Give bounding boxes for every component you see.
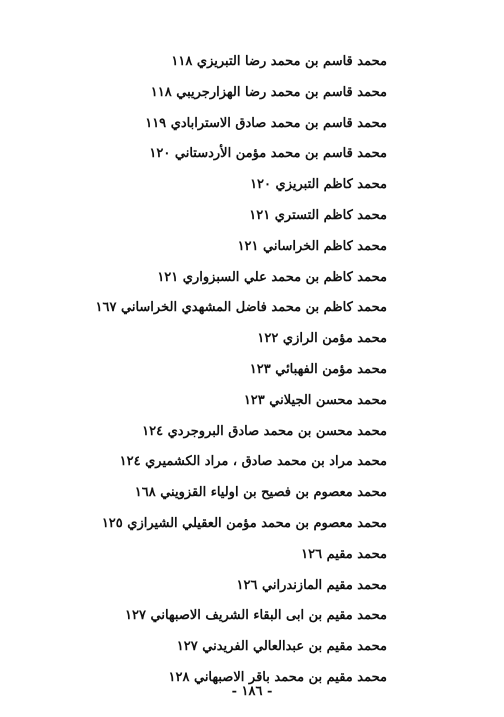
page-number: - ١٨٦ - (231, 684, 273, 699)
index-entry: محمد مقيم بن محمد باقر الاصبهاني ١٢٨ (168, 669, 387, 685)
index-entry: محمد قاسم بن محمد رضا التبريزي ١١٨ (171, 54, 387, 69)
index-entry: محمد محسن بن محمد صادق البروجردي ١٢٤ (142, 423, 387, 439)
index-entry: محمد كاظم الخراساني ١٢١ (237, 238, 387, 254)
index-entry: محمد قاسم بن محمد مؤمن الأردستاني ١٢٠ (149, 146, 387, 162)
index-entry: محمد كاظم بن محمد علي السبزواري ١٢١ (157, 269, 387, 285)
index-entry: محمد مراد بن محمد صادق ، مراد الكشميري ١٢٤ (119, 454, 387, 470)
index-entry: محمد مقيم المازندراني ١٢٦ (236, 577, 387, 593)
index-entry: محمد معصوم بن محمد مؤمن العقيلي الشيرازي ١٢٥ (101, 515, 387, 531)
index-entry: محمد كاظم التستري ١٢١ (249, 207, 387, 223)
index-entry: محمد مؤمن الرازي ١٢٢ (257, 331, 387, 347)
index-entries-list (67, 52, 387, 699)
index-entry: محمد محسن الجيلاني ١٢٣ (243, 392, 387, 408)
index-entry: محمد قاسم بن محمد رضا الهزارجريبي ١١٨ (150, 84, 387, 100)
index-entry: محمد معصوم بن فصيح بن اولياء القزويني ١٦٨ (134, 485, 387, 501)
index-entry: محمد مقيم بن ابى البقاء الشريف الاصبهاني ١٢٧ (125, 608, 387, 624)
index-entry: محمد كاظم بن محمد فاضل المشهدي الخراساني ١٦٧ (95, 300, 387, 316)
index-entry: محمد قاسم بن محمد صادق الاسترابادي ١١٩ (145, 115, 387, 131)
index-entry: محمد كاظم التبريزي ١٢٠ (250, 177, 387, 193)
index-entry: محمد مقيم ١٢٦ (301, 546, 387, 562)
index-entry: محمد مقيم بن عبدالعالي الفريدني ١٢٧ (176, 639, 387, 655)
index-entry: محمد مؤمن الفهبائي ١٢٣ (249, 361, 387, 377)
